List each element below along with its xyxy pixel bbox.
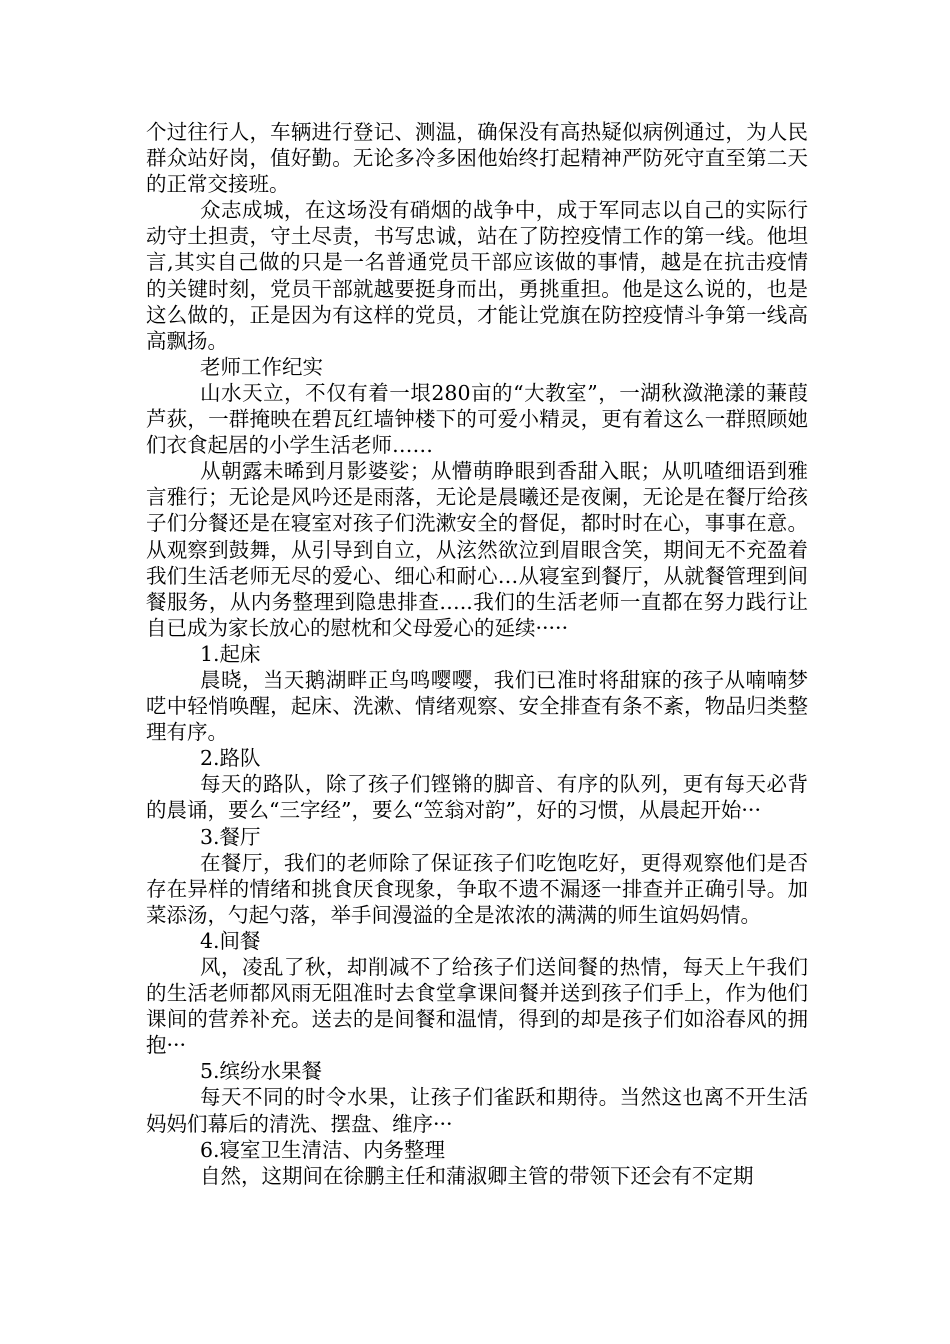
body-paragraph: 每天的路队，除了孩子们铿锵的脚音、有序的队列，更有每天必背的晨诵，要么“三字经”，要么“笠翁对韵”，好的习惯，从晨起开始···: [146, 772, 808, 823]
body-paragraph: 晨晓，当天鹅湖畔正鸟鸣嘤嘤，我们已准时将甜寐的孩子从喃喃梦呓中轻悄唤醒，起床、洗漱、情绪观察、安全排查有条不紊，物品归类整理有序。: [146, 667, 808, 745]
section-heading: 4.间餐: [200, 928, 261, 953]
body-paragraph: 在餐厅，我们的老师除了保证孩子们吃饱吃好，更得观察他们是否存在异样的情绪和挑食厌食现象，争取不遗不漏逐一排查并正确引导。加菜添汤，勺起勺落，举手间漫溢的全是浓浓的满满的师生谊妈妈情。: [146, 850, 808, 927]
body-paragraph: 从朝露未晞到月影婆娑；从懵萌睁眼到香甜入眠；从叽喳细语到雅言雅行；无论是风吟还是雨落，无论是晨曦还是夜阑，无论是在餐厅给孩子们分餐还是在寝室对孩子们洗漱安全的督促，都时时在心，事事在意。从观察到鼓舞，从引导到自立，从泫然欲泣到眉眼含笑，期间无不充盈着我们生活老师无尽的爱心、细心和耐心…从寝室到餐厅，从就餐管理到间餐服务，从内务整理到隐患排查…..我们的生活老师一直都在努力践行让自已成为家长放心的慰枕和父母爱心的延续·····: [146, 459, 808, 640]
body-paragraph: 个过往行人，车辆进行登记、测温，确保没有高热疑似病例通过，为人民群众站好岗，值好勤。无论多冷多困他始终打起精神严防死守直至第二天的正常交接班。: [146, 120, 808, 197]
body-paragraph: 风，凌乱了秋，却削减不了给孩子们送间餐的热情，每天上午我们的生活老师都风雨无阻准时去食堂拿课间餐并送到孩子们手上，作为他们课间的营养补充。送去的是间餐和温情，得到的却是孩子们如浴春风的拥抱···: [146, 955, 808, 1058]
section-heading: 2.路队: [200, 746, 261, 771]
section-heading: 3.餐厅: [200, 824, 261, 849]
body-paragraph: 每天不同的时令水果，让孩子们雀跃和期待。当然这也离不开生活妈妈们幕后的清洗、摆盘、维序···: [146, 1085, 808, 1136]
section-heading: 6.寝室卫生清洁、内务整理: [200, 1137, 446, 1162]
body-paragraph: 众志成城，在这场没有硝烟的战争中，成于军同志以自己的实际行动守土担责，守土尽责，书写忠诚，站在了防控疫情工作的第一线。他坦言,其实自己做的只是一名普通党员干部应该做的事情，越是在抗击疫情的关键时刻，党员干部就越要挺身而出，勇挑重担。他是这么说的，也是这么做的，正是因为有这样的党员，才能让党旗在防控疫情斗争第一线高高飘扬。: [146, 198, 808, 353]
section-heading: 老师工作纪实: [200, 354, 323, 379]
section-heading: 1.起床: [200, 641, 261, 666]
section-heading: 5.缤纷水果餐: [200, 1059, 323, 1084]
document-page: [146, 119, 808, 1189]
body-paragraph: 山水天立，不仅有着一垠280亩的“大教室”，一湖秋潋滟漾的蒹葭芦荻，一群掩映在碧瓦红墙钟楼下的可爱小精灵，更有着这么一群照顾她们衣食起居的小学生活老师……: [146, 380, 808, 458]
body-paragraph: 自然，这期间在徐鹏主任和蒲淑卿主管的带领下还会有不定期: [200, 1163, 754, 1188]
